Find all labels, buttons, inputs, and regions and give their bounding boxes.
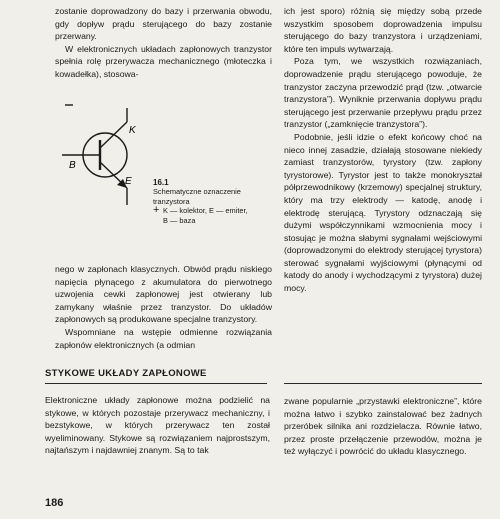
- bottom-right-text: [284, 395, 482, 458]
- collector-label: K: [129, 125, 136, 136]
- legend-line: B — baza: [163, 215, 196, 225]
- paragraph: zwane popularnie „przystawki elektroniczne”, które można łatwo i szybko zainstalować bez żadnych przeróbek silnika ani rozdzielacza. Równie łatwo, przez proste przełączenie przewodów, można je też wyłączyć i powrócić do układu klasycznego.: [284, 396, 482, 457]
- legend-line: K — kolektor, E — emiter,: [163, 206, 248, 216]
- paragraph: nego w zapłonach klasycznych. Obwód prądu niskiego napięcia płynącego z akumulatora do pierwotnego uzwojenia cewki zapłonowej jest otwierany lub zamykany właśnie przez tranzystor. Do układów zapłonowych są produkowane specjalne tranzystory.: [55, 264, 272, 325]
- transistor-symbol-diagram: [57, 100, 167, 210]
- right-column-text: [284, 5, 482, 295]
- figure-caption: [153, 178, 278, 225]
- page-number: 186: [45, 497, 64, 509]
- paragraph: Wspomniane na wstępie odmienne rozwiązania zapłonów elektronicznych (a odmian: [55, 326, 272, 350]
- paragraph: zostanie doprowadzony do bazy i przerwania obwodu, gdy dopływ prądu sterującego do bazy zostanie przerwany.: [55, 6, 272, 42]
- paragraph: ich jest sporo) różnią się między sobą przede wszystkim sposobem doprowadzenia impulsu sterującego do bazy tranzystora i urządzeniami, które ten impuls wytwarzają.: [284, 6, 482, 54]
- left-column-top-text: [55, 5, 272, 81]
- paragraph: Podobnie, jeśli idzie o efekt końcowy choć na nieco innej zasadzie, działają stosowane niekiedy zamiast tranzystorów, tyrystory (tzw. zapłony tyrystorowe). Tyrystor jest to także monokryształ półprzewodnikowy (krzemowy) specjalnej struktury, który ma trzy elektrody — katodę, anodę i elektrodę sterującą. Tyrystory odznaczają się dużymi współczynnikami wzmocnienia mocy i stosując je można słabymi sygnałami wejściowymi (doprowadzonymi do elektrody sterującej tyrystora) sterować sygnałami wyjściowymi (płynącymi od katody do anody i wychodzącymi z tyrystora) dużej mocy.: [284, 131, 482, 294]
- divider: [45, 383, 267, 384]
- left-column-bottom-text: [55, 263, 272, 351]
- divider: [284, 383, 482, 384]
- paragraph: Elektroniczne układy zapłonowe można podzielić na stykowe, w których pozostaje przerywacz mechaniczny, i bezstykowe, w których przerywacz ten został wyeliminowany. Stykowe są rozwiązaniem najprostszym, najtańszym i najdawniej znanym. Są to tak: [45, 395, 270, 456]
- figure-legend: [153, 206, 278, 225]
- emitter-label: E: [125, 176, 132, 187]
- plus-icon: +: [153, 204, 160, 217]
- paragraph: W elektronicznych układach zapłonowych tranzystor spełnia rolę przerywacza mechanicznego (młoteczka i kowadełka), stosowa-: [55, 43, 272, 79]
- figure-caption-text: Schematyczne oznaczenie tranzystora: [153, 187, 241, 206]
- figure-number: 16.1: [153, 178, 169, 187]
- bottom-left-text: [45, 394, 270, 457]
- section-heading: STYKOWE UKŁADY ZAPŁONOWE: [45, 368, 207, 379]
- paragraph: Poza tym, we wszystkich rozwiązaniach, doprowadzenie prądu sterującego powoduje, że tranzystor zaczyna przewodzić prąd (tzw. „otwarcie tranzystora”). Wyniknie przerwania dopływu prądu sterującego jest przerwanie przepływu prądu przez tranzystor („zamknięcie tranzystora”).: [284, 56, 482, 130]
- base-label: B: [69, 160, 76, 171]
